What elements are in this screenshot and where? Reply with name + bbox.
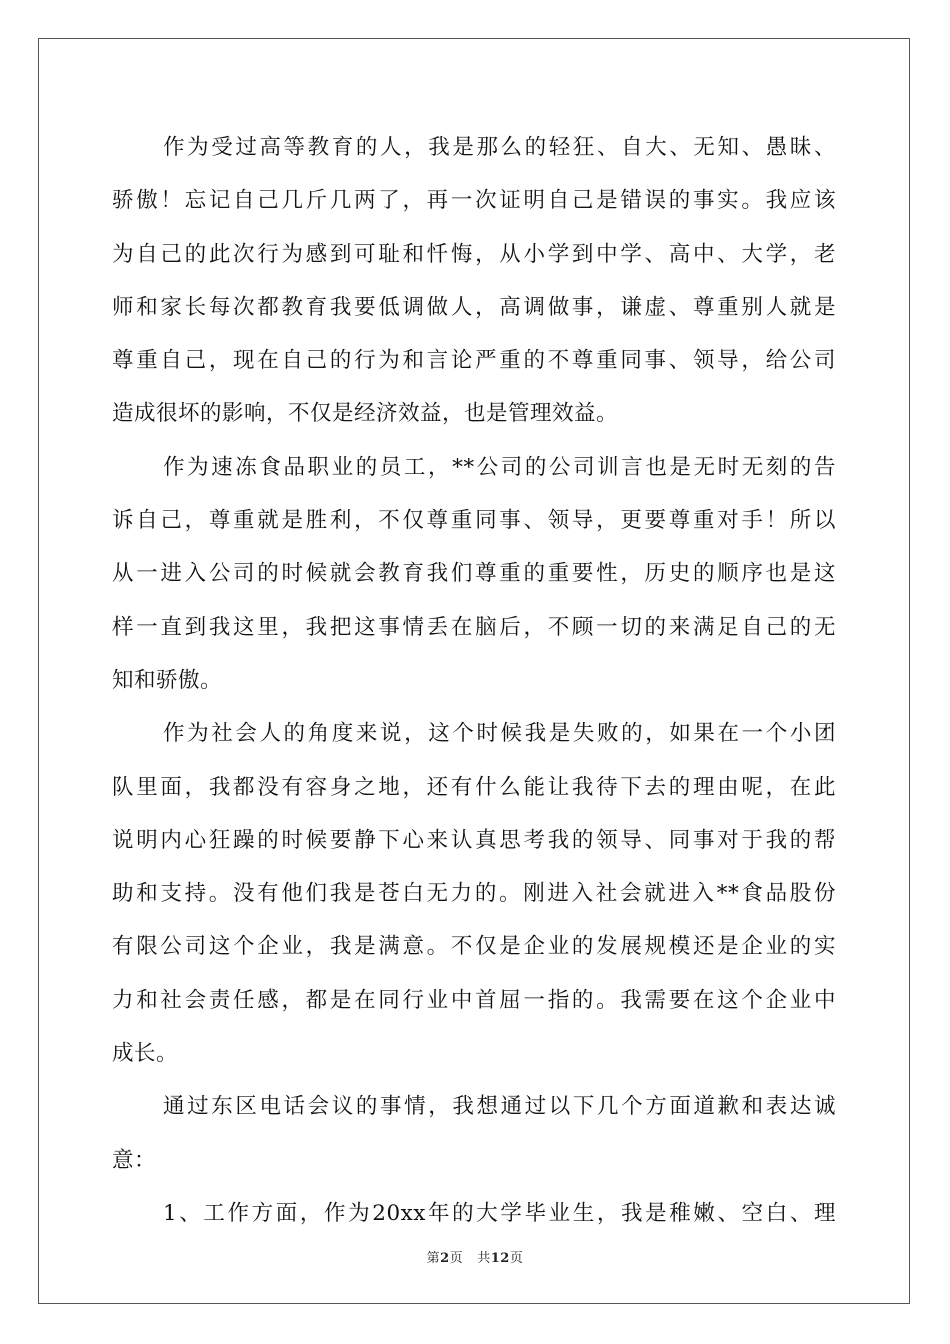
text-line: 队里面，我都没有容身之地，还有什么能让我待下去的理由呢，在此 [112,774,836,800]
footer-page-suffix: 页 [449,1251,464,1266]
text-line: 从一进入公司的时候就会教育我们尊重的重要性，历史的顺序也是这 [112,561,836,587]
text-line: 作为受过高等教育的人，我是那么的轻狂、自大、无知、愚昧、 [163,135,836,160]
text-line: 意： [112,1147,157,1173]
text-line: 诉自己，尊重就是胜利，不仅尊重同事、领导，更要尊重对手！所以 [112,508,836,534]
text-line: 骄傲！忘记自己几斤几两了，再一次证明自己是错误的事实。我应该 [112,188,836,214]
text-line: 为自己的此次行为感到可耻和忏悔，从小学到中学、高中、大学，老 [112,241,836,267]
footer-total-suffix: 页 [509,1251,524,1266]
current-page-number: 2 [440,1251,450,1266]
document-body [112,121,836,1240]
page-footer [0,1247,950,1266]
footer-prefix: 第 [426,1251,441,1266]
text-line: 1、工作方面，作为20xx年的大学毕业生，我是稚嫩、空白、理 [163,1200,836,1226]
text-line: 造成很坏的影响，不仅是经济效益，也是管理效益。 [112,401,619,427]
text-line: 样一直到我这里，我把这事情丢在脑后，不顾一切的来满足自己的无 [112,614,836,640]
text-line: 成长。 [112,1041,179,1067]
text-line: 作为社会人的角度来说，这个时候我是失败的，如果在一个小团 [163,721,836,747]
text-line: 说明内心狂躁的时候要静下心来认真思考我的领导、同事对于我的帮 [112,827,836,853]
total-page-number: 12 [490,1251,510,1266]
text-line: 知和骄傲。 [112,667,223,693]
text-line: 尊重自己，现在自己的行为和言论严重的不尊重同事、领导，给公司 [112,348,836,374]
text-line: 有限公司这个企业，我是满意。不仅是企业的发展规模还是企业的实 [112,934,836,960]
text-line: 助和支持。没有他们我是苍白无力的。刚进入社会就进入**食品股份 [112,881,836,907]
text-line: 师和家长每次都教育我要低调做人，高调做事，谦虚、尊重别人就是 [112,294,836,320]
text-line: 通过东区电话会议的事情，我想通过以下几个方面道歉和表达诚 [163,1094,836,1120]
footer-total-prefix: 共 [477,1251,491,1266]
text-line: 力和社会责任感，都是在同行业中首屈一指的。我需要在这个企业中 [112,987,836,1013]
text-line: 作为速冻食品职业的员工，**公司的公司训言也是无时无刻的告 [163,454,836,480]
